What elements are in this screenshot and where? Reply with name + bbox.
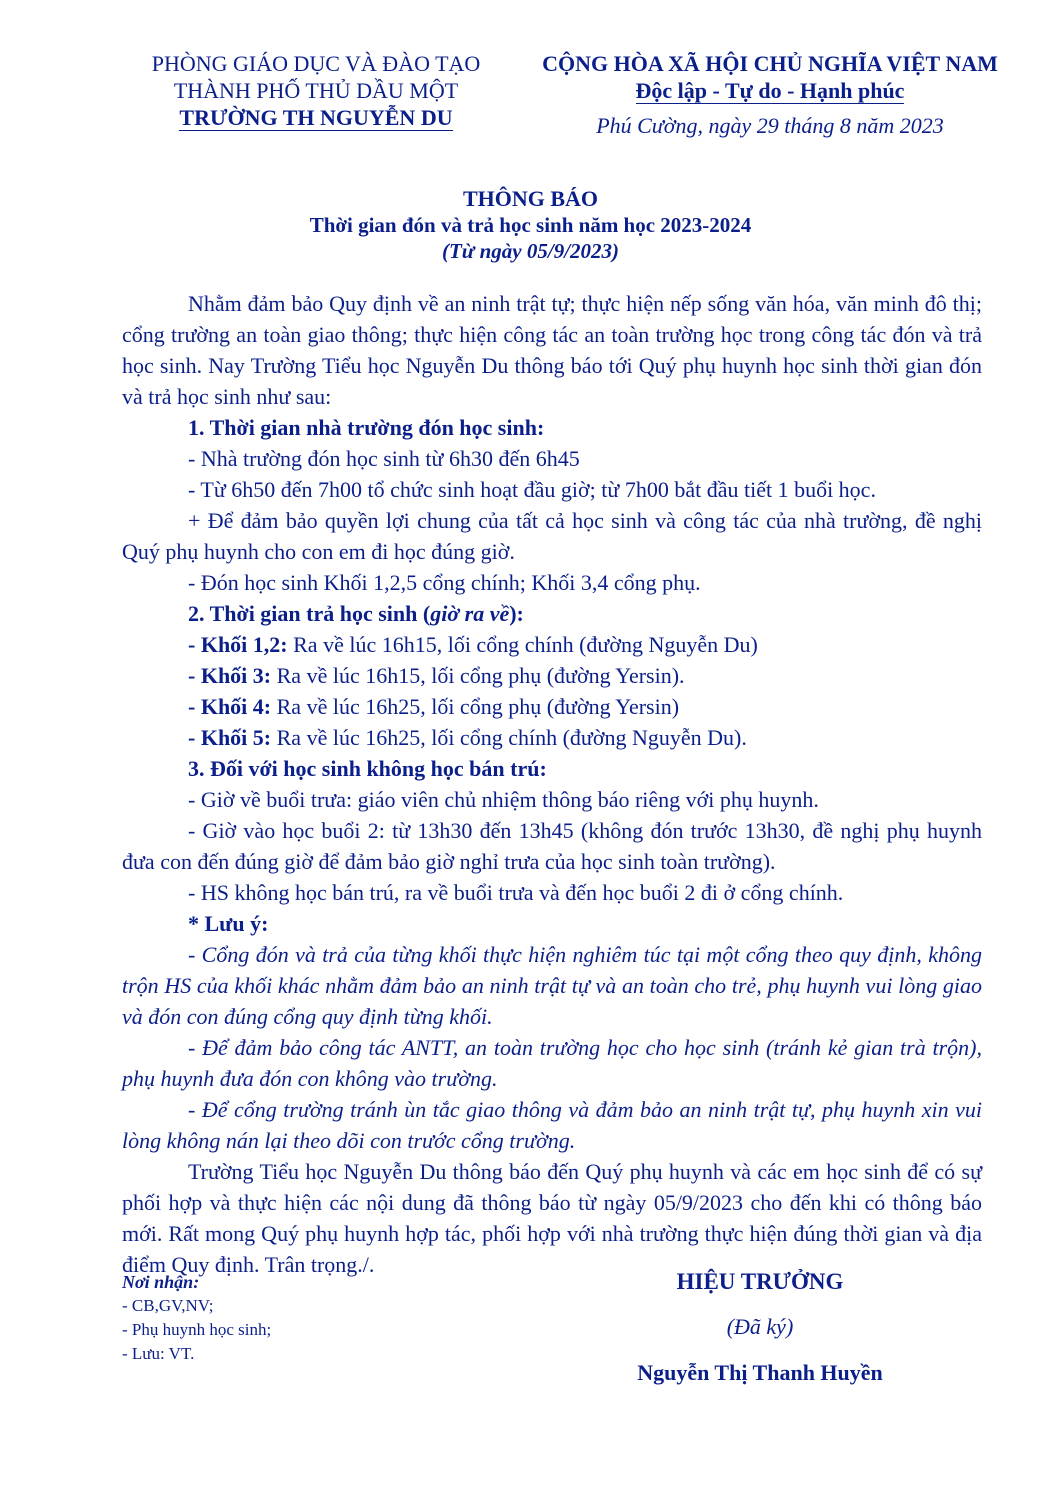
section1-item: - Từ 6h50 đến 7h00 tổ chức sinh hoạt đầu giờ; từ 7h00 bắt đầu tiết 1 buổi học. bbox=[188, 477, 876, 502]
title-effective: (Từ ngày 05/9/2023) bbox=[441, 239, 620, 263]
document-body bbox=[122, 288, 982, 1280]
national-motto: Độc lập - Tự do - Hạnh phúc bbox=[635, 78, 905, 103]
authority-line-1: PHÒNG GIÁO DỤC VÀ ĐÀO TẠO bbox=[151, 51, 481, 76]
section3-heading: 3. Đối với học sinh không học bán trú: bbox=[188, 756, 547, 781]
section1-item: + Để đảm bảo quyền lợi chung của tất cả học sinh và công tác của nhà trường, đề nghị Quý phụ huynh cho con em đi học đúng giờ. bbox=[122, 508, 982, 564]
signature-status: (Đã ký) bbox=[726, 1314, 794, 1339]
note-item: - Để cổng trường tránh ùn tắc giao thông và đảm bảo an ninh trật tự, phụ huynh xin vui lòng không nán lại theo dõi con trước cổng trường. bbox=[122, 1097, 982, 1153]
recipients-heading: Nơi nhận: bbox=[122, 1272, 200, 1292]
document-date: Phú Cường, ngày 29 tháng 8 năm 2023 bbox=[596, 113, 944, 138]
section2-row: - Khối 1,2: Ra về lúc 16h15, lối cổng chính (đường Nguyễn Du) bbox=[188, 632, 758, 657]
issuing-authority bbox=[120, 50, 512, 131]
section1-item: - Đón học sinh Khối 1,2,5 cổng chính; Khối 3,4 cổng phụ. bbox=[188, 570, 701, 595]
intro-paragraph: Nhằm đảm bảo Quy định về an ninh trật tự; thực hiện nếp sống văn hóa, văn minh đô thị; cổng trường an toàn giao thông; thực hiện công tác an toàn trường học trong công tác đón và trả học sinh. Nay Trường Tiểu học Nguyễn Du thông báo tới Quý phụ huynh học sinh thời gian đón và trả học sinh như sau: bbox=[122, 291, 982, 409]
note-item: - Để đảm bảo công tác ANTT, an toàn trường học cho học sinh (tránh kẻ gian trà trộn), phụ huynh đưa đón con không vào trường. bbox=[122, 1035, 982, 1091]
signature-block bbox=[590, 1268, 930, 1387]
section3-item: - HS không học bán trú, ra về buổi trưa và đến học buổi 2 đi ở cổng chính. bbox=[188, 880, 844, 905]
section2-row: - Khối 5: Ra về lúc 16h25, lối cổng chính (đường Nguyễn Du). bbox=[188, 725, 747, 750]
section2-heading: 2. Thời gian trả học sinh (giờ ra về): bbox=[188, 601, 524, 626]
school-name: TRƯỜNG TH NGUYỄN DU bbox=[179, 105, 453, 130]
section2-row: - Khối 3: Ra về lúc 16h15, lối cổng phụ (đường Yersin). bbox=[188, 663, 685, 688]
authority-line-2: THÀNH PHỐ THỦ DẦU MỘT bbox=[173, 78, 459, 103]
section1-heading: 1. Thời gian nhà trường đón học sinh: bbox=[188, 415, 545, 440]
national-header bbox=[526, 50, 1014, 104]
recipients-block bbox=[122, 1270, 482, 1366]
title-sub: Thời gian đón và trả học sinh năm học 2023-2024 bbox=[309, 213, 752, 237]
section1-item: - Nhà trường đón học sinh từ 6h30 đến 6h45 bbox=[188, 446, 580, 471]
recipient-item: - Lưu: VT. bbox=[122, 1344, 195, 1363]
note-item: - Cổng đón và trả của từng khối thực hiện nghiêm túc tại một cổng theo quy định, không trộn HS của khối khác nhằm đảm bảo an ninh trật tự và an toàn cho trẻ, phụ huynh vui lòng giao và đón con đúng cổng quy định từng khối. bbox=[122, 942, 982, 1029]
title-main: THÔNG BÁO bbox=[462, 186, 599, 211]
section3-item: - Giờ vào học buổi 2: từ 13h30 đến 13h45 (không đón trước 13h30, đề nghị phụ huynh đưa con đến đúng giờ để đảm bảo giờ nghỉ trưa của học sinh toàn trường). bbox=[122, 818, 982, 874]
recipient-item: - CB,GV,NV; bbox=[122, 1296, 214, 1315]
note-heading: * Lưu ý: bbox=[188, 911, 269, 936]
signer-name: Nguyễn Thị Thanh Huyền bbox=[637, 1360, 883, 1385]
closing-paragraph: Trường Tiểu học Nguyễn Du thông báo đến Quý phụ huynh và các em học sinh để có sự phối hợp và thực hiện các nội dung đã thông báo từ ngày 05/9/2023 cho đến khi có thông báo mới. Rất mong Quý phụ huynh hợp tác, phối hợp với nhà trường thực hiện đúng thời gian và địa điểm Quy định. Trân trọng./. bbox=[122, 1159, 982, 1277]
recipient-item: - Phụ huynh học sinh; bbox=[122, 1320, 272, 1339]
section3-item: - Giờ về buổi trưa: giáo viên chủ nhiệm thông báo riêng với phụ huynh. bbox=[188, 787, 819, 812]
signer-role: HIỆU TRƯỞNG bbox=[676, 1269, 844, 1294]
section2-row: - Khối 4: Ra về lúc 16h25, lối cổng phụ (đường Yersin) bbox=[188, 694, 680, 719]
national-title: CỘNG HÒA XÃ HỘI CHỦ NGHĨA VIỆT NAM bbox=[542, 51, 998, 76]
document-title bbox=[0, 186, 1061, 264]
